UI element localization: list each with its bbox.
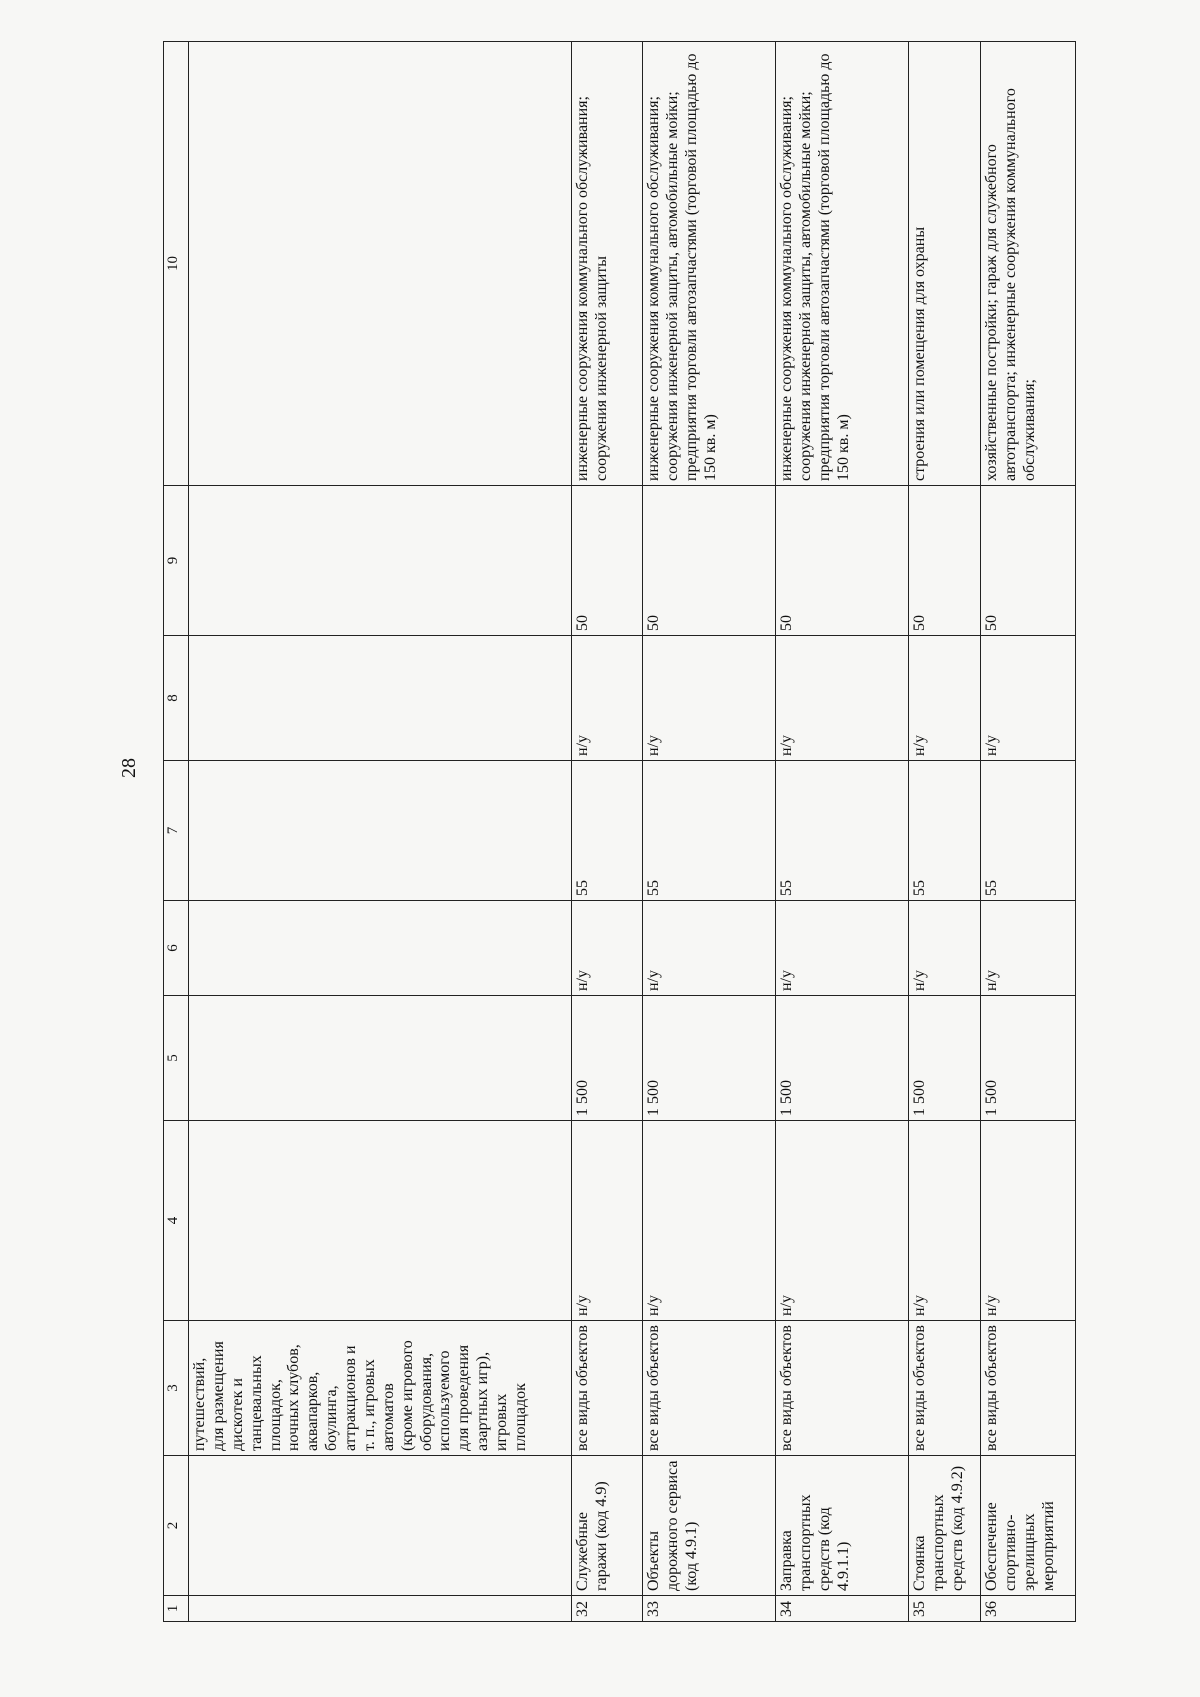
value-cell: н/у <box>572 901 643 996</box>
value-cell: 50 <box>909 486 981 636</box>
page-number: 28 <box>118 758 140 778</box>
table-row <box>776 42 909 1622</box>
column-header: 10 <box>164 42 189 486</box>
value-cell: н/у <box>776 1121 909 1321</box>
column-header: 8 <box>164 636 189 761</box>
value-cell: н/у <box>909 901 981 996</box>
value-cell: н/у <box>572 636 643 761</box>
auxiliary-uses-cell: инженерные сооружения коммунального обслуживания; сооружения инженерной защиты, автомобильные мойки; предприятия торговли автозапчастями (торговой площадью до 150 кв. м) <box>643 42 776 486</box>
value-cell: 55 <box>572 761 643 901</box>
value-cell: 1 500 <box>643 996 776 1121</box>
regulations-table <box>163 41 1076 1622</box>
value-cell: 1 500 <box>572 996 643 1121</box>
regulations-table-wrapper <box>163 42 1118 1622</box>
value-cell: 55 <box>643 761 776 901</box>
row-number: 36 <box>981 1596 1076 1622</box>
value-cell: н/у <box>776 901 909 996</box>
value-cell: 50 <box>572 486 643 636</box>
value-cell: н/у <box>643 1121 776 1321</box>
auxiliary-uses-cell: инженерные сооружения коммунального обслуживания; сооружения инженерной защиты, автомобильные мойки; предприятия торговли автозапчастями (торговой площадью до 150 кв. м) <box>776 42 909 486</box>
value-cell: н/у <box>643 901 776 996</box>
value-cell: 1 500 <box>981 996 1076 1121</box>
object-kind-cell: все виды объектов <box>643 1321 776 1456</box>
column-header: 7 <box>164 761 189 901</box>
table-row <box>909 42 981 1622</box>
value-cell: 50 <box>643 486 776 636</box>
table-row <box>643 42 776 1622</box>
column-header: 5 <box>164 996 189 1121</box>
use-type-cell: Служебные гаражи (код 4.9) <box>572 1456 643 1596</box>
use-type-cell: Заправка транспортных средств (код 4.9.1.1) <box>776 1456 909 1596</box>
continuation-cell: путешествий, для размещения дискотек и танцевальных площадок, ночных клубов, аквапарков, боулинга, аттракционов и т. п., игровых автоматов (кроме игрового оборудования, используемого для проведения азартных игр), игровых площадок <box>189 1321 572 1456</box>
row-number: 34 <box>776 1596 909 1622</box>
value-cell: 1 500 <box>776 996 909 1121</box>
value-cell: н/у <box>981 636 1076 761</box>
column-header: 6 <box>164 901 189 996</box>
value-cell: н/у <box>572 1121 643 1321</box>
value-cell: н/у <box>909 636 981 761</box>
column-number-row <box>164 42 189 1622</box>
column-header: 9 <box>164 486 189 636</box>
auxiliary-uses-cell: инженерные сооружения коммунального обслуживания; сооружения инженерной защиты <box>572 42 643 486</box>
value-cell: 50 <box>981 486 1076 636</box>
value-cell: 1 500 <box>909 996 981 1121</box>
use-type-cell: Обеспечение спортивно-зрелищных мероприятий <box>981 1456 1076 1596</box>
value-cell: 55 <box>776 761 909 901</box>
value-cell: н/у <box>981 1121 1076 1321</box>
row-number: 32 <box>572 1596 643 1622</box>
row-number: 33 <box>643 1596 776 1622</box>
object-kind-cell: все виды объектов <box>572 1321 643 1456</box>
column-header: 4 <box>164 1121 189 1321</box>
table-row <box>981 42 1076 1622</box>
value-cell: 55 <box>981 761 1076 901</box>
column-header: 2 <box>164 1456 189 1596</box>
object-kind-cell: все виды объектов <box>981 1321 1076 1456</box>
auxiliary-uses-cell: хозяйственные постройки; гараж для служебного автотранспорта; инженерные сооружения коммунального обслуживания; <box>981 42 1076 486</box>
value-cell: н/у <box>981 901 1076 996</box>
table-row-continuation <box>189 42 572 1622</box>
value-cell: 50 <box>776 486 909 636</box>
value-cell: н/у <box>776 636 909 761</box>
auxiliary-uses-cell: строения или помещения для охраны <box>909 42 981 486</box>
value-cell: 55 <box>909 761 981 901</box>
column-header: 3 <box>164 1321 189 1456</box>
use-type-cell: Стоянка транспортных средств (код 4.9.2) <box>909 1456 981 1596</box>
object-kind-cell: все виды объектов <box>909 1321 981 1456</box>
column-header: 1 <box>164 1596 189 1622</box>
value-cell: н/у <box>909 1121 981 1321</box>
row-number: 35 <box>909 1596 981 1622</box>
use-type-cell: Объекты дорожного сервиса (код 4.9.1) <box>643 1456 776 1596</box>
table-row <box>572 42 643 1622</box>
value-cell: н/у <box>643 636 776 761</box>
object-kind-cell: все виды объектов <box>776 1321 909 1456</box>
